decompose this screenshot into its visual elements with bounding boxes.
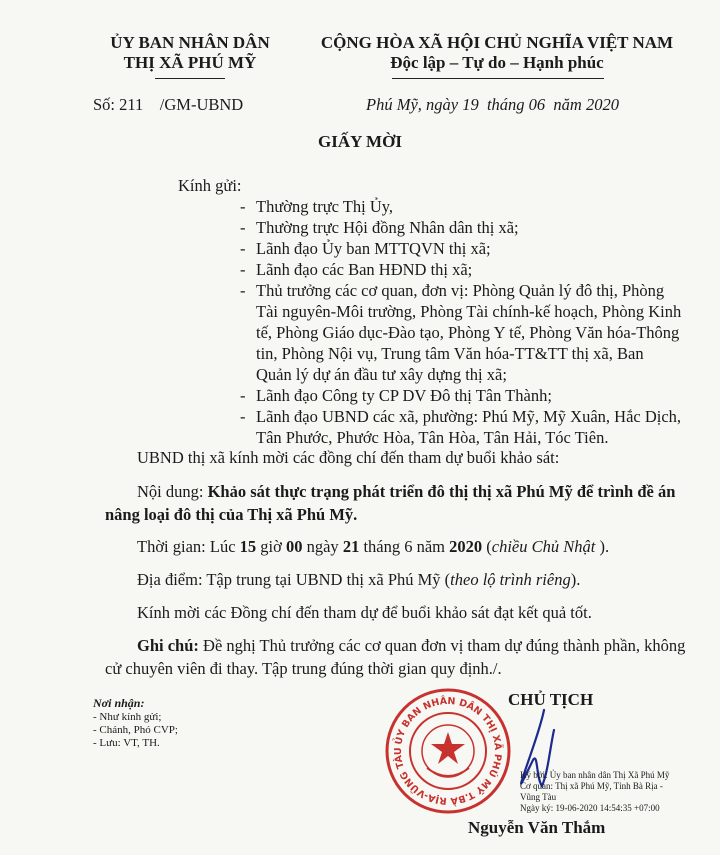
content-paragraph: [105, 480, 685, 526]
recipient-item: - Lãnh đạo Ủy ban MTTQVN thị xã;: [238, 238, 683, 259]
greeting: Kính gửi:: [178, 176, 242, 195]
time-text: (: [482, 537, 492, 556]
time-day: 21: [342, 537, 360, 556]
seal-emblem-icon: [422, 725, 474, 777]
seal-ring-textpath: ỦY BAN NHÂN DÂN THỊ XÃ PHÚ MỸ T.BÀ RỊA-VŨNG TÀU: [392, 695, 504, 807]
footer-recipient: - Lưu: VT, TH.: [93, 737, 160, 749]
time-label: Thời gian: Lúc: [137, 537, 240, 556]
recipient-list: [238, 196, 683, 448]
note-label: Ghi chú:: [137, 636, 199, 655]
digital-sign-line: Vũng Tàu: [520, 792, 557, 802]
time-text: ).: [595, 537, 610, 556]
agency-underline: [155, 78, 225, 79]
recipient-item: - Lãnh đạo Công ty CP DV Đô thị Tân Thành;: [238, 385, 683, 406]
document-title: GIẤY MỜI: [318, 132, 402, 151]
location-text: Địa điểm: Tập trung tại UBND thị xã Phú Mỹ (: [137, 570, 451, 589]
location-line: [137, 568, 697, 591]
time-hour: 15: [239, 537, 257, 556]
digital-signature-info: [520, 770, 710, 814]
closing-line: Kính mời các Đồng chí đến tham dự để buổi khảo sát đạt kết quả tốt.: [137, 603, 592, 622]
footer-recipients-title: Nơi nhận:: [93, 696, 145, 710]
agency-line2: THỊ XÃ PHÚ MỸ: [123, 53, 257, 72]
nation-block: [302, 33, 692, 73]
content-label: Nội dung:: [137, 482, 208, 501]
agency-block: [95, 33, 285, 73]
signature-role: CHỦ TỊCH: [508, 690, 594, 709]
time-text: giờ: [256, 537, 286, 556]
location-note: theo lộ trình riêng: [450, 570, 571, 589]
digital-sign-line: Cơ quan: Thị xã Phú Mỹ, Tỉnh Bà Rịa -: [520, 781, 663, 791]
place-date: Phú Mỹ, ngày 19 tháng 06 năm 2020: [366, 95, 619, 114]
digital-sign-line: Ký bởi: Ủy ban nhân dân Thị Xã Phú Mỹ: [520, 770, 670, 780]
content-text: Khảo sát thực trạng phát triển đô thị thị xã Phú Mỹ để trình đề án nâng loại đô thị của Thị xã Phú Mỹ.: [105, 482, 676, 524]
note-text: Đề nghị Thủ trưởng các cơ quan đơn vị tham dự đúng thành phần, không cử chuyên viên đi thay. Tập trung đúng thời gian quy định./.: [105, 636, 686, 678]
digital-sign-line: Ngày ký: 19-06-2020 14:54:35 +07:00: [520, 803, 660, 813]
time-minute: 00: [285, 537, 303, 556]
footer-recipients: [93, 696, 178, 750]
time-text: ngày: [302, 537, 343, 556]
recipient-item: - Lãnh đạo UBND các xã, phường: Phú Mỹ, Mỹ Xuân, Hắc Dịch, Tân Phước, Phước Hòa, Tân Hòa, Tân Hải, Tóc Tiên.: [238, 406, 683, 448]
official-seal: [383, 686, 513, 816]
nation-line2: Độc lập – Tự do – Hạnh phúc: [390, 53, 604, 72]
recipient-item: - Thường trực Thị Ủy,: [238, 196, 683, 217]
agency-line1: ỦY BAN NHÂN DÂN: [110, 33, 270, 52]
nation-underline: [392, 78, 604, 79]
time-line: [137, 535, 697, 558]
doc-number: Số: 211 /GM-UBND: [93, 95, 244, 114]
nation-line1: CỘNG HÒA XÃ HỘI CHỦ NGHĨA VIỆT NAM: [320, 33, 674, 52]
recipient-item: - Thường trực Hội đồng Nhân dân thị xã;: [238, 217, 683, 238]
invite-line: UBND thị xã kính mời các đồng chí đến tham dự buổi khảo sát:: [137, 448, 560, 467]
footer-recipient: - Chánh, Phó CVP;: [93, 724, 178, 736]
location-end: ).: [570, 570, 581, 589]
time-note: chiều Chủ Nhật: [491, 537, 596, 556]
note-paragraph: [105, 634, 690, 680]
recipient-item: - Lãnh đạo các Ban HĐND thị xã;: [238, 259, 683, 280]
signer-name: Nguyễn Văn Thắm: [468, 818, 606, 837]
recipient-item: - Thủ trưởng các cơ quan, đơn vị: Phòng Quản lý đô thị, Phòng Tài nguyên-Môi trường, Phòng Tài chính-kế hoạch, Phòng Kinh tế, Phòng Giáo dục-Đào tạo, Phòng Y tế, Phòng Văn hóa-Thông tin, Phòng Nội vụ, Trung tâm Văn hóa-TT&TT thị xã, Ban Quản lý dự án đầu tư xây dựng thị xã;: [238, 280, 683, 385]
time-text: tháng 6 năm: [359, 537, 450, 556]
time-year: 2020: [449, 537, 483, 556]
footer-recipient: - Như kính gửi;: [93, 711, 162, 723]
